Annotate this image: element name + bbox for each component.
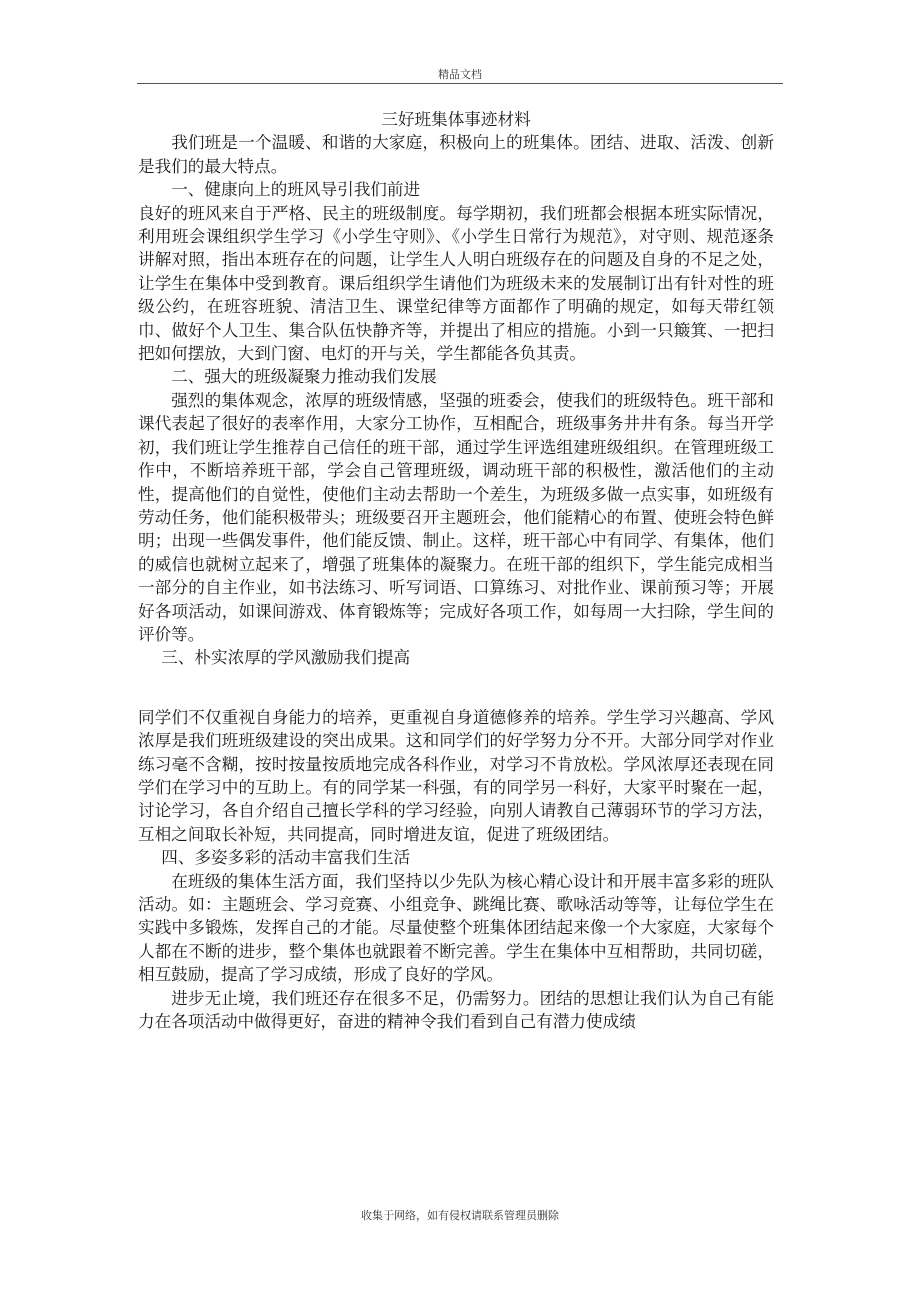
section-2-heading: 二、强大的班级凝聚力推动我们发展 (171, 367, 437, 387)
section-4-heading: 四、多姿多彩的活动丰富我们生活 (161, 848, 411, 868)
intro-paragraph: 我们班是一个温暖、和谐的大家庭，积极向上的班集体。团结、进取、活泼、创新是我们的最大特点。 (138, 133, 774, 176)
page-header-label: 精品文档 (438, 68, 482, 81)
document-body (138, 108, 774, 1033)
section-3-heading: 三、朴实浓厚的学风激励我们提高 (161, 648, 411, 668)
header-divider (137, 83, 783, 84)
page-footer-label: 收集于网络，如有侵权请联系管理员删除 (361, 1209, 559, 1222)
document-title: 三好班集体事迹材料 (381, 110, 531, 129)
section-1-heading: 一、健康向上的班风导引我们前进 (171, 180, 421, 200)
closing-paragraph: 进步无止境，我们班还存在很多不足，仍需努力。团结的思想让我们认为自己有能力在各项活动中做得更好，奋进的精神令我们看到自己有潜力使成绩 (138, 988, 774, 1032)
section-1-body: 良好的班风来自于严格、民主的班级制度。每学期初，我们班都会根据本班实际情况，利用班会课组织学生学习《小学生守则》、《小学生日常行为规范》，对守则、规范逐条讲解对照，指出本班存在的问题，让学生人人明白班级存在的问题及自身的不足之处，让学生在集体中受到教育。课后组织学生请他们为班级未来的发展制订出有针对性的班级公约，在班容班貌、清洁卫生、课堂纪律等方面都作了明确的规定，如每天带红领巾、做好个人卫生、集合队伍快静齐等，并提出了相应的措施。小到一只簸箕、一把扫把如何摆放，大到门窗、电灯的开与关，学生都能各负其责。 (138, 203, 774, 364)
blank-line (138, 670, 774, 706)
section-2-body: 强烈的集体观念，浓厚的班级情感，坚强的班委会，使我们的班级特色。班干部和课代表起了很好的表率作用，大家分工协作，互相配合，班级事务井井有条。每当开学初，我们班让学生推荐自己信任的班干部，通过学生评选组建班级组织。在管理班级工作中，不断培养班干部，学会自己管理班级，调动班干部的积极性，激活他们的主动性，提高他们的自觉性，使他们主动去帮助一个差生，为班级多做一点实事，如班级有劳动任务，他们能积极带头；班级要召开主题班会，他们能精心的布置、使班会特色鲜明；出现一些偶发事件，他们能反馈、制止。这样，班干部心中有同学、有集体，他们的威信也就树立起来了，增强了班集体的凝聚力。在班干部的组织下，学生能完成相当一部分的自主作业，如书法练习、听写词语、口算练习、对批作业、课前预习等；开展好各项活动，如课间游戏、体育锻炼等；完成好各项工作，如每周一大扫除，学生间的评价等。 (138, 390, 774, 644)
section-3-body: 同学们不仅重视自身能力的培养，更重视自身道德修养的培养。学生学习兴趣高、学风浓厚是我们班班级建设的突出成果。这和同学们的好学努力分不开。大部分同学对作业练习毫不含糊，按时按量按质地完成各科作业，对学习不肯放松。学风浓厚还表现在同学们在学习中的互助上。有的同学某一科强，有的同学另一科好，大家平时聚在一起，讨论学习，各自介绍自己擅长学科的学习经验，向别人请教自己薄弱环节的学习方法，互相之间取长补短，共同提高，同时增进友谊，促进了班级团结。 (138, 707, 774, 844)
section-4-body: 在班级的集体生活方面，我们坚持以少先队为核心精心设计和开展丰富多彩的班队活动。如：主题班会、学习竞赛、小组竞争、跳绳比赛、歌咏活动等等，让每位学生在实践中多锻炼，发挥自己的才能。尽量使整个班集体团结起来像一个大家庭，大家每个人都在不断的进步，整个集体也就跟着不断完善。学生在集体中互相帮助，共同切磋，相互鼓励，提高了学习成绩，形成了良好的学风。 (138, 871, 774, 985)
